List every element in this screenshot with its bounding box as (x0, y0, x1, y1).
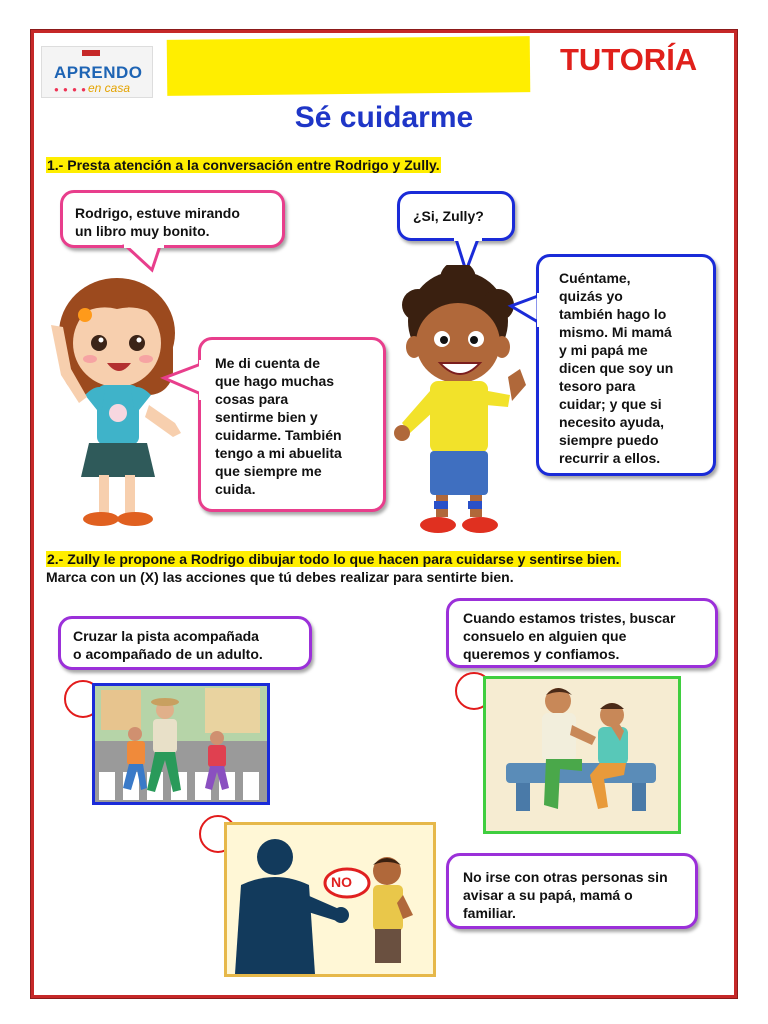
logo-text-sub: en casa (88, 81, 131, 95)
zully-speech-bubble-2: Me di cuenta de que hago muchas cosas para sentirme bien y cuidarme. También tengo a mi abuelita que siempre me cuida. (198, 337, 386, 512)
section1-instruction: 1.- Presta atención a la conversación entre Rodrigo y Zully. (47, 157, 440, 173)
crossing-street-image (92, 683, 270, 805)
subject-label: TUTORÍA (560, 42, 698, 77)
bubble-tail (160, 358, 204, 402)
action-card-crossing: Cruzar la pista acompañada o acompañado de un adulto. (58, 616, 312, 670)
consolation-scene (486, 679, 678, 831)
name-highlight-bar (167, 36, 531, 96)
action-card-consolation: Cuando estamos tristes, buscar consuelo en alguien que queremos y confiamos. (446, 598, 718, 668)
rodrigo-speech-bubble-2: Cuéntame, quizás yo también hago lo mismo. Mi mamá y mi papá me dicen que soy un tesoro para cuidar; y que si necesito ayuda, siempre puedo recurrir a ellos. (536, 254, 716, 476)
zully-speech-bubble-1: Rodrigo, estuve mirando un libro muy bonito. (60, 190, 285, 248)
logo-text-main: APRENDO (54, 63, 143, 82)
consolation-image (483, 676, 681, 834)
bubble-tail (507, 292, 541, 336)
aprendo-en-casa-logo: APRENDO ● ● ● ● en casa (41, 46, 153, 98)
section2-subinstruction: Marca con un (X) las acciones que tú debes realizar para sentirte bien. (46, 569, 514, 585)
stranger-danger-image (224, 822, 436, 977)
rodrigo-speech-bubble-1: ¿Si, Zully? (397, 191, 515, 241)
no-sign-text: NO (331, 874, 352, 890)
stranger-scene (227, 825, 433, 974)
action-card-stranger: No irse con otras personas sin avisar a su papá, mamá o familiar. (446, 853, 698, 929)
crossing-scene (95, 686, 267, 802)
section2-instruction: 2.- Zully le propone a Rodrigo dibujar todo lo que hacen para cuidarse y sentirse bien. (47, 551, 620, 567)
page-title: Sé cuidarme (294, 101, 474, 134)
